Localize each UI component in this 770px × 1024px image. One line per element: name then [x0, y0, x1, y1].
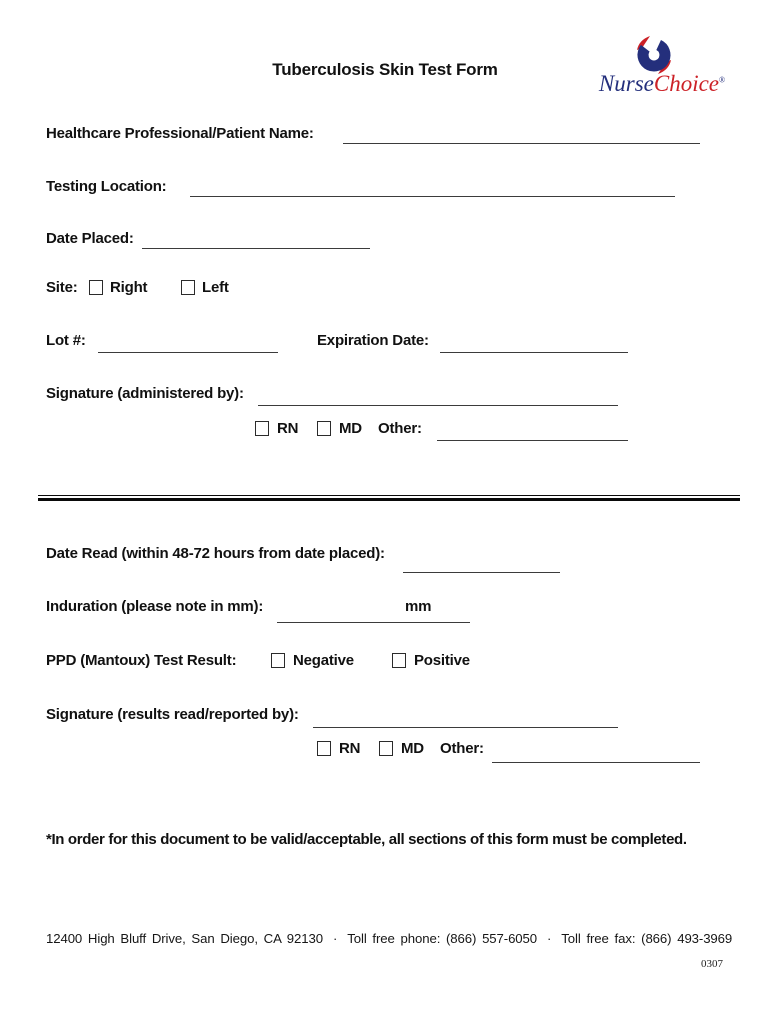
section-divider-rule — [38, 495, 740, 501]
form-revision-code: 0307 — [701, 958, 723, 970]
footer-phone: Toll free phone: (866) 557-6050 — [347, 931, 537, 946]
date-placed-label: Date Placed: — [46, 230, 134, 247]
result-positive-label: Positive — [414, 652, 470, 669]
footer-contact-line — [46, 931, 738, 946]
checkbox-site-right[interactable] — [89, 280, 103, 295]
induration-field-line[interactable] — [277, 604, 470, 623]
site-right-label: Right — [110, 279, 148, 296]
administered-other-label: Other: — [378, 420, 422, 437]
checkbox-administered-md[interactable] — [317, 421, 331, 436]
lot-number-field-line[interactable] — [98, 334, 278, 353]
signature-administered-field-line[interactable] — [258, 387, 618, 406]
nursechoice-logo-text — [594, 71, 730, 97]
date-read-field-line[interactable] — [403, 554, 560, 573]
checkbox-result-negative[interactable] — [271, 653, 285, 668]
registered-trademark-icon: ® — [719, 75, 726, 85]
checkbox-site-left[interactable] — [181, 280, 195, 295]
nursechoice-logo — [594, 33, 730, 103]
results-other-field-line[interactable] — [492, 744, 700, 763]
checkbox-result-positive[interactable] — [392, 653, 406, 668]
footer-separator-dot: · — [547, 931, 552, 946]
patient-name-label: Healthcare Professional/Patient Name: — [46, 125, 314, 142]
induration-label: Induration (please note in mm): — [46, 598, 264, 615]
checkbox-results-md[interactable] — [379, 741, 393, 756]
footer-address: 12400 High Bluff Drive, San Diego, CA 92130 — [46, 931, 323, 946]
administered-other-field-line[interactable] — [437, 422, 628, 441]
logo-word-nurse: Nurse — [598, 71, 654, 96]
signature-administered-label: Signature (administered by): — [46, 385, 244, 402]
results-md-label: MD — [401, 740, 424, 757]
administered-rn-label: RN — [277, 420, 299, 437]
footer-fax: Toll free fax: (866) 493-3969 — [561, 931, 733, 946]
results-other-label: Other: — [440, 740, 484, 757]
testing-location-label: Testing Location: — [46, 178, 167, 195]
page-title: Tuberculosis Skin Test Form — [272, 60, 498, 79]
expiration-date-label: Expiration Date: — [317, 332, 429, 349]
lot-number-label: Lot #: — [46, 332, 86, 349]
validity-note: *In order for this document to be valid/acceptable, all sections of this form must be completed. — [46, 831, 687, 848]
signature-results-field-line[interactable] — [313, 709, 618, 728]
checkbox-results-rn[interactable] — [317, 741, 331, 756]
ppd-result-label: PPD (Mantoux) Test Result: — [46, 652, 237, 669]
patient-name-field-line[interactable] — [343, 125, 700, 144]
induration-mm-unit-label: mm — [405, 598, 432, 615]
testing-location-field-line[interactable] — [190, 178, 675, 197]
checkbox-administered-rn[interactable] — [255, 421, 269, 436]
signature-results-label: Signature (results read/reported by): — [46, 706, 299, 723]
date-placed-field-line[interactable] — [142, 230, 370, 249]
result-negative-label: Negative — [293, 652, 354, 669]
site-label: Site: — [46, 279, 78, 296]
site-left-label: Left — [202, 279, 229, 296]
results-rn-label: RN — [339, 740, 361, 757]
expiration-date-field-line[interactable] — [440, 334, 628, 353]
nursechoice-logo-icon — [634, 35, 674, 75]
date-read-label: Date Read (within 48-72 hours from date placed): — [46, 545, 385, 562]
logo-word-choice: Choice — [653, 71, 720, 96]
administered-md-label: MD — [339, 420, 362, 437]
footer-separator-dot: · — [332, 931, 338, 946]
